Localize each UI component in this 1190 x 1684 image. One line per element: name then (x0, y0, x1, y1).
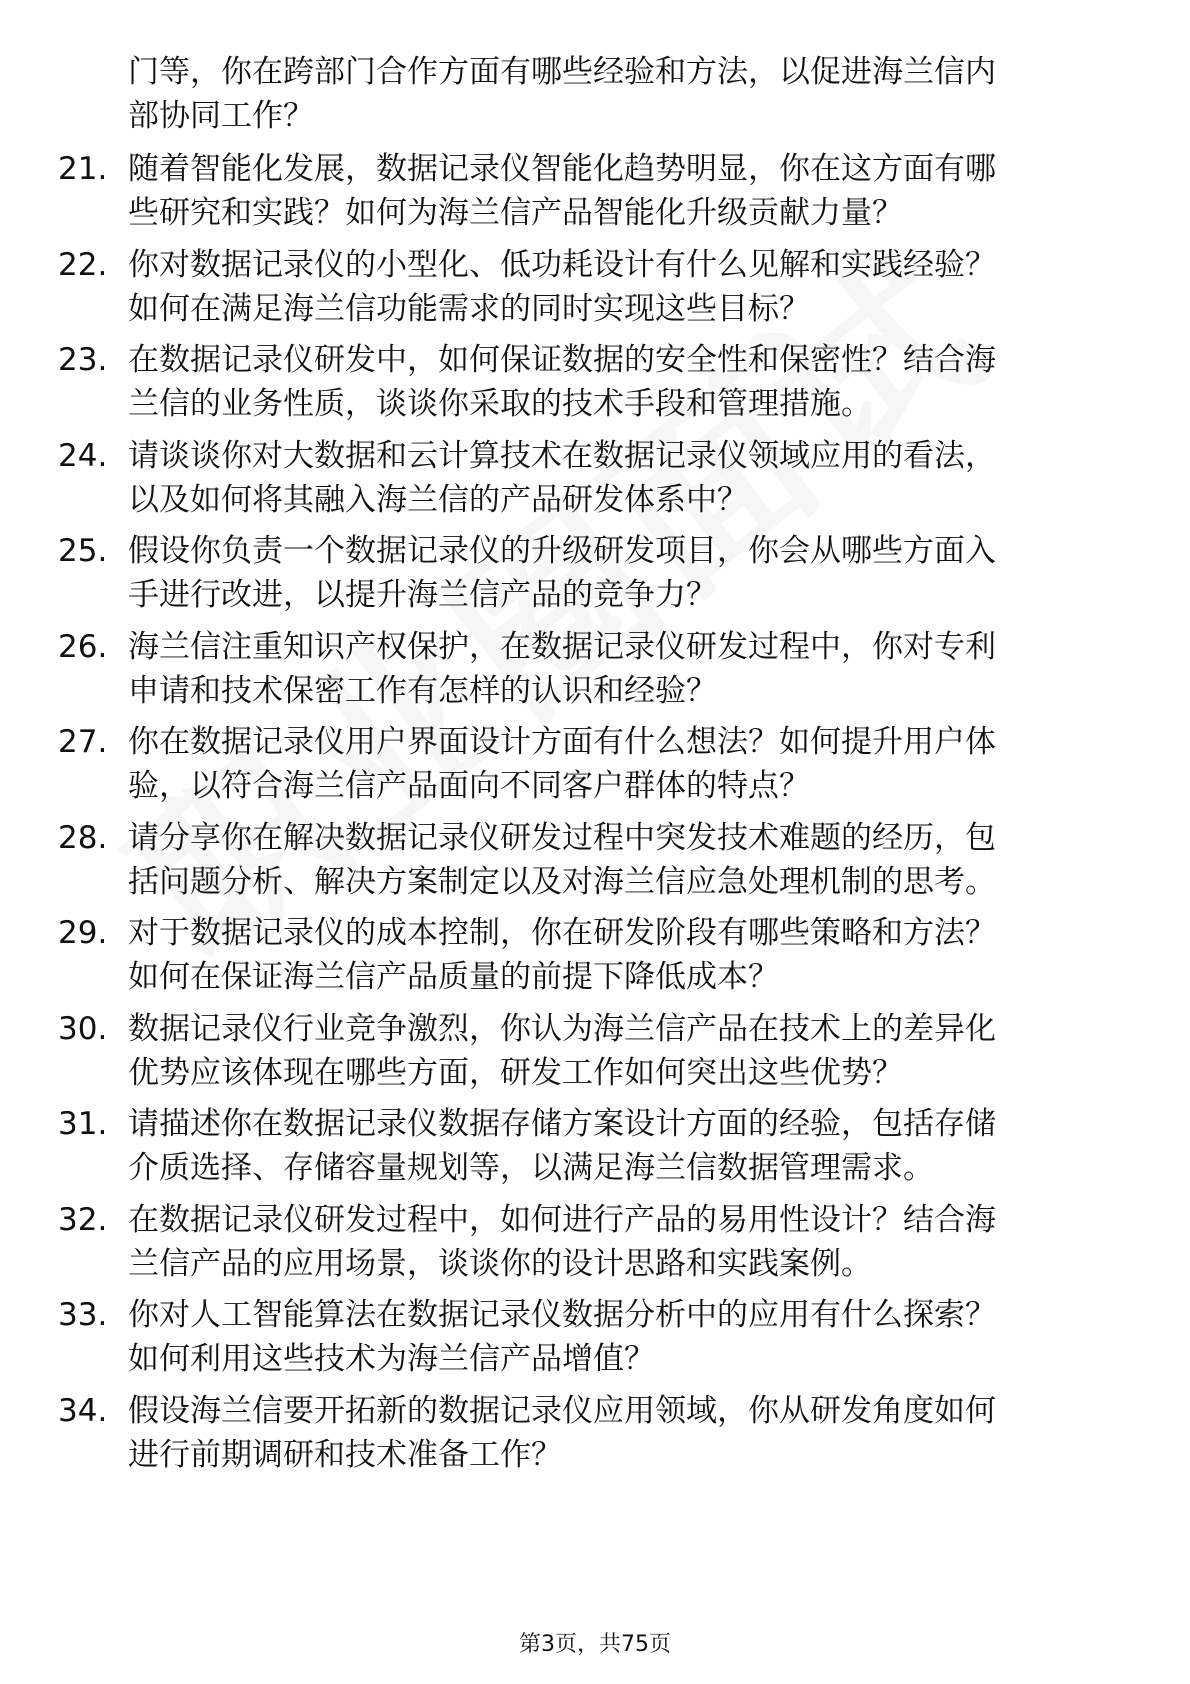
question-text-line: 兰信产品的应用场景，谈谈你的设计思路和实践案例。 (128, 1246, 872, 1282)
question-text-line: 假设海兰信要开拓新的数据记录仪应用领域，你从研发角度如何 (128, 1393, 996, 1429)
question-text-line: 介质选择、存储容量规划等，以满足海兰信数据管理需求。 (128, 1150, 934, 1186)
question-number: 22. (58, 247, 108, 283)
continuation-line-2: 部协同工作？ (128, 98, 314, 134)
question-number: 33. (58, 1297, 108, 1333)
question-text-line: 对于数据记录仪的成本控制，你在研发阶段有哪些策略和方法？ (128, 915, 996, 951)
question-text-line: 海兰信注重知识产权保护，在数据记录仪研发过程中，你对专利 (128, 629, 996, 665)
question-text-line: 在数据记录仪研发过程中，如何进行产品的易用性设计？结合海 (128, 1202, 996, 1238)
question-number: 32. (58, 1202, 108, 1238)
question-text-line: 兰信的业务性质，谈谈你采取的技术手段和管理措施。 (128, 386, 872, 422)
question-text-line: 随着智能化发展，数据记录仪智能化趋势明显，你在这方面有哪 (128, 151, 996, 187)
question-number: 29. (58, 915, 108, 951)
question-text-line: 假设你负责一个数据记录仪的升级研发项目，你会从哪些方面入 (128, 533, 996, 569)
question-text-line: 你对数据记录仪的小型化、低功耗设计有什么见解和实践经验？ (128, 247, 996, 283)
question-text-line: 数据记录仪行业竞争激烈，你认为海兰信产品在技术上的差异化 (128, 1011, 996, 1047)
question-number: 26. (58, 629, 108, 665)
question-text-line: 以及如何将其融入海兰信的产品研发体系中？ (128, 482, 748, 518)
question-number: 23. (58, 342, 108, 378)
question-number: 21. (58, 151, 108, 187)
question-text-line: 请分享你在解决数据记录仪研发过程中突发技术难题的经历，包 (128, 820, 996, 856)
question-text-line: 些研究和实践？如何为海兰信产品智能化升级贡献力量？ (128, 195, 903, 231)
question-text-line: 申请和技术保密工作有怎样的认识和经验？ (128, 673, 717, 709)
question-text-line: 进行前期调研和技术准备工作？ (128, 1437, 562, 1473)
question-number: 34. (58, 1393, 108, 1429)
question-number: 28. (58, 820, 108, 856)
question-text-line: 手进行改进，以提升海兰信产品的竞争力？ (128, 577, 717, 613)
continuation-line-1: 门等，你在跨部门合作方面有哪些经验和方法，以促进海兰信内 (128, 54, 996, 90)
question-text-line: 请谈谈你对大数据和云计算技术在数据记录仪领域应用的看法， (128, 438, 996, 474)
question-number: 31. (58, 1106, 108, 1142)
question-text-line: 优势应该体现在哪些方面，研发工作如何突出这些优势？ (128, 1055, 903, 1091)
question-text-line: 你在数据记录仪用户界面设计方面有什么想法？如何提升用户体 (128, 724, 996, 760)
question-text-line: 验，以符合海兰信产品面向不同客户群体的特点？ (128, 768, 810, 804)
question-number: 30. (58, 1011, 108, 1047)
question-text-line: 你对人工智能算法在数据记录仪数据分析中的应用有什么探索？ (128, 1297, 996, 1333)
question-text-line: 请描述你在数据记录仪数据存储方案设计方面的经验，包括存储 (128, 1106, 996, 1142)
page-footer: 第3页，共75页 (519, 1632, 671, 1657)
question-text-line: 在数据记录仪研发中，如何保证数据的安全性和保密性？结合海 (128, 342, 996, 378)
question-text-line: 如何在保证海兰信产品质量的前提下降低成本？ (128, 959, 779, 995)
question-text-line: 括问题分析、解决方案制定以及对海兰信应急处理机制的思考。 (128, 864, 996, 900)
question-number: 24. (58, 438, 108, 474)
question-text-line: 如何在满足海兰信功能需求的同时实现这些目标？ (128, 291, 810, 327)
question-number: 27. (58, 724, 108, 760)
question-number: 25. (58, 533, 108, 569)
question-text-line: 如何利用这些技术为海兰信产品增值？ (128, 1341, 655, 1377)
